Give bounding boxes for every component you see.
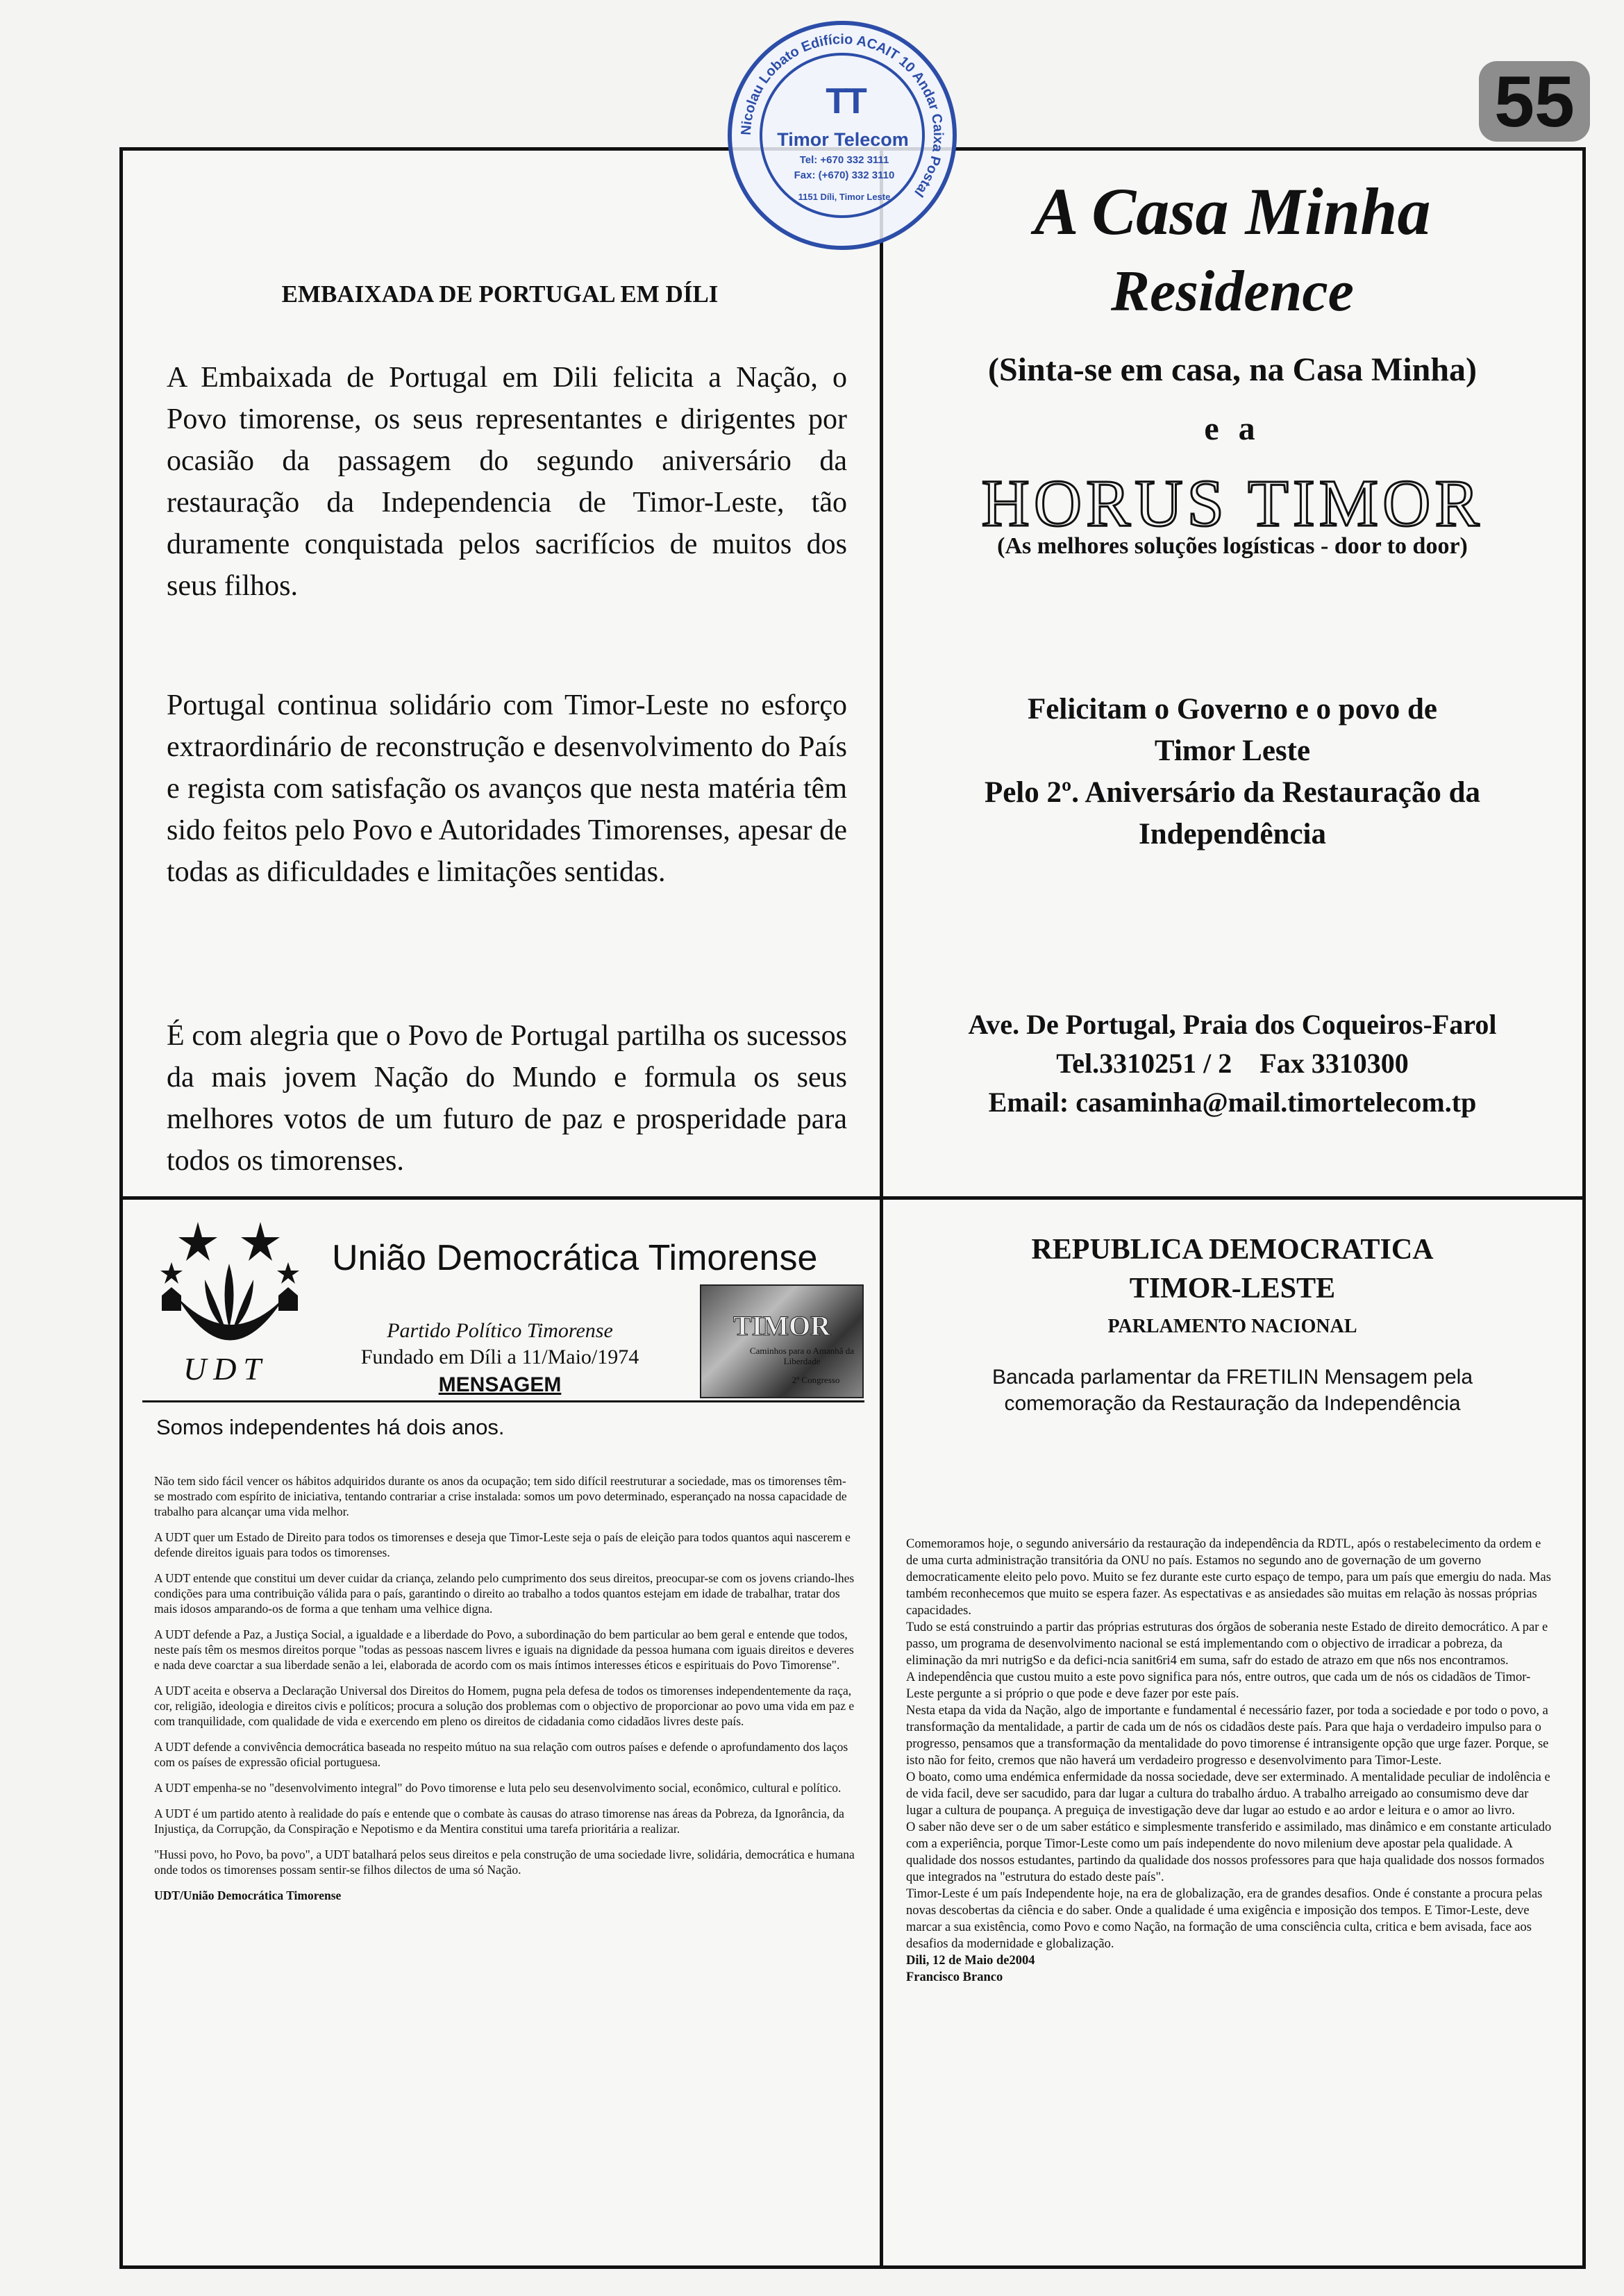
casa-email: Email: casaminha@mail.timortelecom.tp xyxy=(988,1087,1477,1118)
parliament-title-line-2: TIMOR-LESTE xyxy=(1129,1273,1336,1305)
udt-paragraph-5: A UDT aceita e observa a Declaração Universal dos Direitos do Homem, pugna pela defesa de todos os timorenses independentemente da raça, cor, religião, ideologia e direitos civis e políticos; procura a solução dos problemas com o objectivo de proporcionar ao povo uma vida em paz e com tranquilidade, com qualidade de vida e exercendo em pleno os direitos de cidadania como cidadãos livres deste país. xyxy=(154,1684,855,1728)
parliament-paragraph-4: Nesta etapa da vida da Nação, algo de importante e fundamental é necessário fazer, por toda a sociedade e por todo o povo, a transformação da mentalidade, a partir de cada um de nós os cidadãos deste país. Para que haja o verdadeiro impulso para o progresso, pensamos que a transformação da mentalidade do povo timorense é intransigente opção que urge fazer. Porque, se isto não for feito, cremos que não haverá um verdadeiro progresso e desenvolvimento para Timor-Leste. xyxy=(906,1704,1549,1768)
stamp-bottom-line: 1151 Díli, Timor Leste xyxy=(798,192,891,202)
embassy-paragraph-3: É com alegria que o Povo de Portugal partilha os sucessos da mais jovem Nação do Mundo e formula os seus melhores votos de um futuro de paz e prosperidade para todos os timorenses. xyxy=(167,1020,847,1177)
casa-greeting xyxy=(903,689,1562,855)
parliament-signer: Francisco Branco xyxy=(906,1970,1003,1984)
udt-paragraph-8: A UDT é um partido atento à realidade do país e entende que o combate às causas do atraso timorense nas áreas da Pobreza, da Ignorância, da Injustiça, da Corrupção, da Conspiração e Nepotismo e da Mentira constitui uma tarefa prioritária a realizar. xyxy=(154,1807,844,1836)
parliament-intro: Bancada parlamentar da FRETILIN Mensagem pela comemoração da Restauração da Independência xyxy=(991,1366,1473,1415)
embassy-paragraph-2: Portugal continua solidário com Timor-Leste no esforço extraordinário de reconstrução e desenvolvimento do País e regista com satisfação os avanços que nesta matéria têm sido feitos pelo Povo e Autoridades Timorenses, apesar de todas as dificuldades e limitações sentidas. xyxy=(167,689,847,888)
udt-paragraph-2: A UDT quer um Estado de Direito para todos os timorenses e deseja que Timor-Leste seja o país de eleição para todos quantos aqui nascerem e defende direitos iguais para todos os timorenses. xyxy=(154,1530,851,1559)
udt-party: Partido Político Timorense xyxy=(387,1319,613,1342)
parliament-paragraph-5: O boato, como uma endémica enfermidade da nossa sociedade, deve ser exterminado. A mentalidade peculiar de indolência e de vida facil, deve ser sacudido, para dar lugar a cultura do trabalho árduo. A trabalho arreigado ao consumismo deve dar lugar a cultura de poupança. A preguiça de investigação deve dar lugar ao estudo e ao ardor e leitura e o amor ao livro. xyxy=(906,1770,1550,1818)
parliament-title-line-1: REPUBLICA DEMOCRATICA xyxy=(1031,1234,1434,1266)
udt-paragraph-4: A UDT defende a Paz, a Justiça Social, a igualdade e a liberdade do Povo, a subordinação do bem particular ao bem geral e entende que todos, neste país têm os mesmos direitos porque "todas as pessoas nascem livres e iguais na dignidade da pessoa humana com iguais direitos e deveres e nada deve coarctar a sua liberdade senão a lei, elaborada de acordo com os mais íntimos interesses éticos e espirituais do Povo Timorense". xyxy=(154,1627,854,1672)
parliament-paragraph-6: O saber não deve ser o de um saber estático e simplesmente transferido e assimilado, mas dinâmico e em constante articulado com a experiência, porque Timor-Leste como um país independente do novo milenium deve apostar pela qualidade. A qualidade dos nossos estudantes, partindo da qualidade dos nossos professores para que haja qualidade dos nossos formados que integrados na "estrutura do estado deste país". xyxy=(906,1820,1552,1884)
casa-greeting-line-3: Pelo 2º. Aniversário da Restauração da xyxy=(984,776,1481,809)
badge-line-3: 2º Congresso xyxy=(792,1375,840,1385)
parliament-title xyxy=(896,1230,1569,1308)
udt-paragraph-7: A UDT empenha-se no "desenvolvimento integral" do Povo timorense e luta pelo seu desenvolvimento social, econômico, cultural e político. xyxy=(154,1781,842,1795)
horus-tagline: (As melhores soluções logísticas - door to door) xyxy=(997,533,1468,559)
casa-title-line-1: A Casa Minha xyxy=(1034,174,1431,249)
parliament-date: Dili, 12 de Maio de2004 xyxy=(906,1954,1035,1968)
parliament-paragraph-3: A independência que custou muito a este povo significa para nós, entre outros, que cada um de nós os cidadãos de Timor-Leste pergunte a si próprio o que pode e deve fazer por este país. xyxy=(906,1670,1531,1701)
stamp-brand: Timor Telecom xyxy=(777,129,909,150)
casa-greeting-line-2: Timor Leste xyxy=(1154,735,1311,767)
udt-paragraph-6: A UDT defende a convivência democrática baseada no respeito mútuo na sua relação com outros países e defende o aprofundamento dos laços com os países de expressão oficial portuguesa. xyxy=(154,1740,848,1769)
casa-title-line-2: Residence xyxy=(1111,259,1354,324)
udt-message-label: MENSAGEM xyxy=(438,1373,562,1396)
casa-contact xyxy=(903,1005,1562,1122)
casa-and: e a xyxy=(1204,410,1261,447)
udt-paragraph-1: Não tem sido fácil vencer os hábitos adquiridos durante os anos da ocupação; tem sido difícil reestruturar a sociedade, mas os timorenses têm-se mostrado com espírito de iniciativa, tentando contrariar a crise instalada: somos um povo determinado, esperançado na nossa capacidade de trabalho para alcançar uma vida melhor. xyxy=(154,1474,847,1518)
casa-phone: Tel.3310251 / 2 Fax 3310300 xyxy=(1056,1048,1409,1079)
parliament-subtitle: PARLAMENTO NACIONAL xyxy=(1107,1316,1357,1337)
udt-founded: Fundado em Díli a 11/Maio/1974 xyxy=(360,1346,639,1368)
page-number: 55 xyxy=(1494,62,1575,142)
badge-line-1: TIMOR xyxy=(733,1310,830,1341)
udt-body xyxy=(154,1473,855,1913)
udt-headline: Somos independentes há dois anos. xyxy=(156,1415,505,1439)
casa-greeting-line-4: Independência xyxy=(1138,818,1326,850)
parliament-body xyxy=(906,1536,1555,1986)
udt-signature: UDT/União Democrática Timorense xyxy=(154,1888,342,1902)
udt-paragraph-3: A UDT entende que constitui um dever cuidar da criança, zelando pelo cumprimento dos seus direitos, preocupar-se com os jovens criando-lhes condições para uma contribuição válida para o país, garantindo o direito ao trabalho a todos quantos estejam em idade de trabalhar, tratar dos mais idosos amparando-os de forma a que tenham uma velhice digna. xyxy=(154,1571,855,1616)
casa-address: Ave. De Portugal, Praia dos Coqueiros-Farol xyxy=(968,1009,1497,1040)
casa-greeting-line-1: Felicitam o Governo e o povo de xyxy=(1028,693,1437,726)
udt-name: União Democrática Timorense xyxy=(332,1238,818,1278)
parliament-paragraph-1: Comemoramos hoje, o segundo aniversário da restauração da independência da RDTL, após o restabelecimento da ordem e de uma curta administração transitória da ONU no país. Estamos no segundo ano de governação de um governo democraticamente eleito pelo povo. Muito se fez durante este curto espaço de tempo, para um país que emergiu do nada. Mas também reconhecemos que muito se espera fazer. As espectativas e as ansiedades são muitas em relação às nossas próprias capacidades. xyxy=(906,1537,1551,1618)
parliament-paragraph-7: Timor-Leste é um país Independente hoje, na era de globalização, era de grandes desafios. Onde é constante a procura pelas novas descobertas da ciência e do saber. Onde a qualidade é uma exigência e imposição dos tempos. E Timor-Leste, deve marcar a sua existência, como Povo e como Nação, na formação de uma consciência culta, critica e bem avisada, face aos desafios da modernidade e globalização. xyxy=(906,1887,1543,1951)
casa-subtitle: (Sinta-se em casa, na Casa Minha) xyxy=(988,351,1477,388)
udt-header-rule xyxy=(142,1400,864,1402)
stamp-logo: TT xyxy=(826,81,864,121)
badge-line-2: Caminhos para o Amanhã da Liberdade xyxy=(749,1346,855,1366)
horus-timor-logo: HORUS TIMOR xyxy=(981,466,1484,540)
embassy-paragraph-1: A Embaixada de Portugal em Dili felicita a Nação, o Povo timorense, os seus representantes e dirigentes por ocasião da passagem do segundo aniversário da restauração da Independencia de Timor-Leste, tão duramente conquistada pelos sacrifícios de muitos dos seus filhos. xyxy=(167,362,847,602)
stamp-ring-line: Nicolau Lobato Edifício ACAIT 10 Andar Caixa Postal xyxy=(738,31,946,200)
udt-crescent-icon xyxy=(177,1264,285,1341)
stamp-tel: Tel: +670 332 3111 xyxy=(799,154,889,166)
stamp-fax: Fax: (+670) 332 3110 xyxy=(794,169,895,181)
parliament-paragraph-2: Tudo se está construindo a partir das próprias estruturas dos órgãos de soberania neste Estado de direito democrático. A par e passo, um programa de desenvolvimento nacional se está implementando com o objectivo de irradicar a pobreza, da eliminação da mri nutrigSo e da defici-ncia sanit6ri4 em suma, safr do estado de atrazo em que n6s nos encontramos. xyxy=(906,1620,1548,1668)
udt-paragraph-9: "Hussi povo, ho Povo, ba povo", a UDT batalhará pelos seus direitos e pela construção de uma sociedade livre, solidária, democrática e humana onde todos os timorenses possam sentir-se filhos dilectos de uma só Nação. xyxy=(154,1847,855,1877)
udt-congress-badge xyxy=(700,1284,864,1398)
udt-logo-text: UDT xyxy=(183,1351,269,1386)
embassy-title: EMBAIXADA DE PORTUGAL EM DÍLI xyxy=(281,280,719,308)
